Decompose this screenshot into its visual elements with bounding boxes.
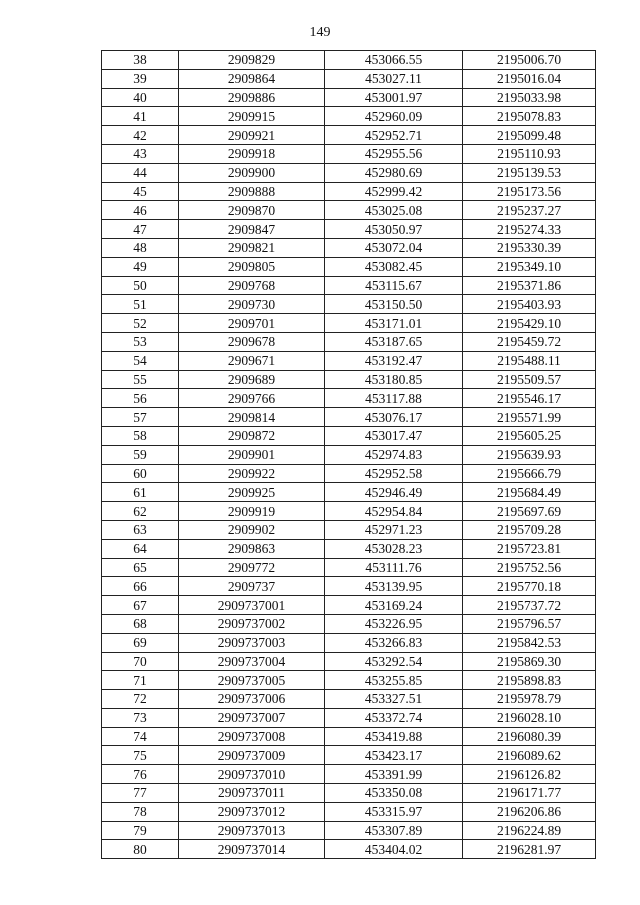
y-coordinate-cell: 2195978.79 [463,690,596,709]
table-row [102,840,596,859]
y-coordinate-cell: 2195737.72 [463,596,596,615]
x-coordinate-cell: 453139.95 [325,577,463,596]
point-number-cell: 74 [102,727,179,746]
x-coordinate-cell: 453307.89 [325,821,463,840]
y-coordinate-cell: 2195274.33 [463,220,596,239]
table-row [102,746,596,765]
point-id-cell: 2909829 [179,51,325,70]
point-id-cell: 2909689 [179,370,325,389]
point-number-cell: 55 [102,370,179,389]
point-number-cell: 42 [102,126,179,145]
x-coordinate-cell: 453423.17 [325,746,463,765]
x-coordinate-cell: 453001.97 [325,88,463,107]
y-coordinate-cell: 2195429.10 [463,314,596,333]
point-number-cell: 57 [102,408,179,427]
y-coordinate-cell: 2195459.72 [463,332,596,351]
point-number-cell: 75 [102,746,179,765]
point-number-cell: 40 [102,88,179,107]
table-row [102,671,596,690]
point-number-cell: 54 [102,351,179,370]
point-number-cell: 46 [102,201,179,220]
table-row [102,389,596,408]
y-coordinate-cell: 2195571.99 [463,408,596,427]
table-row [102,464,596,483]
x-coordinate-cell: 452952.71 [325,126,463,145]
y-coordinate-cell: 2195796.57 [463,614,596,633]
x-coordinate-cell: 453419.88 [325,727,463,746]
table-row [102,596,596,615]
point-number-cell: 61 [102,483,179,502]
y-coordinate-cell: 2196224.89 [463,821,596,840]
x-coordinate-cell: 452954.84 [325,502,463,521]
y-coordinate-cell: 2195723.81 [463,539,596,558]
point-id-cell: 2909730 [179,295,325,314]
x-coordinate-cell: 452980.69 [325,163,463,182]
point-number-cell: 56 [102,389,179,408]
y-coordinate-cell: 2195110.93 [463,144,596,163]
y-coordinate-cell: 2195898.83 [463,671,596,690]
x-coordinate-cell: 452974.83 [325,445,463,464]
x-coordinate-cell: 453050.97 [325,220,463,239]
table-row [102,295,596,314]
y-coordinate-cell: 2195869.30 [463,652,596,671]
point-number-cell: 51 [102,295,179,314]
point-number-cell: 65 [102,558,179,577]
point-id-cell: 2909678 [179,332,325,351]
table-row [102,88,596,107]
y-coordinate-cell: 2195371.86 [463,276,596,295]
point-number-cell: 41 [102,107,179,126]
table-row [102,633,596,652]
table-row [102,614,596,633]
point-id-cell: 2909921 [179,126,325,145]
point-id-cell: 2909863 [179,539,325,558]
table-row [102,408,596,427]
table-row [102,107,596,126]
y-coordinate-cell: 2195403.93 [463,295,596,314]
point-number-cell: 70 [102,652,179,671]
y-coordinate-cell: 2195033.98 [463,88,596,107]
y-coordinate-cell: 2196028.10 [463,708,596,727]
x-coordinate-cell: 453192.47 [325,351,463,370]
x-coordinate-cell: 453187.65 [325,332,463,351]
y-coordinate-cell: 2195546.17 [463,389,596,408]
point-id-cell: 2909737011 [179,784,325,803]
x-coordinate-cell: 452999.42 [325,182,463,201]
point-id-cell: 2909886 [179,88,325,107]
point-number-cell: 64 [102,539,179,558]
point-id-cell: 2909925 [179,483,325,502]
x-coordinate-cell: 453226.95 [325,614,463,633]
x-coordinate-cell: 453028.23 [325,539,463,558]
table-row [102,144,596,163]
point-id-cell: 2909872 [179,426,325,445]
table-row [102,520,596,539]
point-number-cell: 60 [102,464,179,483]
y-coordinate-cell: 2195099.48 [463,126,596,145]
y-coordinate-cell: 2195639.93 [463,445,596,464]
table-row [102,502,596,521]
x-coordinate-cell: 453255.85 [325,671,463,690]
x-coordinate-cell: 452971.23 [325,520,463,539]
table-row [102,51,596,70]
point-number-cell: 66 [102,577,179,596]
table-row [102,802,596,821]
point-id-cell: 2909766 [179,389,325,408]
x-coordinate-cell: 453111.76 [325,558,463,577]
table-row [102,257,596,276]
point-id-cell: 2909768 [179,276,325,295]
point-number-cell: 39 [102,69,179,88]
coordinates-table [101,50,596,859]
y-coordinate-cell: 2195488.11 [463,351,596,370]
point-id-cell: 2909915 [179,107,325,126]
x-coordinate-cell: 453350.08 [325,784,463,803]
table-row [102,784,596,803]
point-number-cell: 80 [102,840,179,859]
y-coordinate-cell: 2195016.04 [463,69,596,88]
point-id-cell: 2909737012 [179,802,325,821]
table-row [102,765,596,784]
y-coordinate-cell: 2195349.10 [463,257,596,276]
table-row [102,163,596,182]
y-coordinate-cell: 2195770.18 [463,577,596,596]
point-number-cell: 71 [102,671,179,690]
point-id-cell: 2909737001 [179,596,325,615]
point-number-cell: 47 [102,220,179,239]
table-row [102,332,596,351]
point-number-cell: 76 [102,765,179,784]
point-id-cell: 2909772 [179,558,325,577]
point-id-cell: 2909737009 [179,746,325,765]
point-id-cell: 2909737 [179,577,325,596]
point-number-cell: 43 [102,144,179,163]
x-coordinate-cell: 453404.02 [325,840,463,859]
point-number-cell: 68 [102,614,179,633]
y-coordinate-cell: 2195078.83 [463,107,596,126]
x-coordinate-cell: 453315.97 [325,802,463,821]
x-coordinate-cell: 453391.99 [325,765,463,784]
y-coordinate-cell: 2195605.25 [463,426,596,445]
point-number-cell: 58 [102,426,179,445]
point-id-cell: 2909805 [179,257,325,276]
y-coordinate-cell: 2195697.69 [463,502,596,521]
x-coordinate-cell: 453180.85 [325,370,463,389]
point-id-cell: 2909737006 [179,690,325,709]
y-coordinate-cell: 2195684.49 [463,483,596,502]
point-id-cell: 2909737005 [179,671,325,690]
y-coordinate-cell: 2195709.28 [463,520,596,539]
point-number-cell: 38 [102,51,179,70]
point-id-cell: 2909888 [179,182,325,201]
point-id-cell: 2909737003 [179,633,325,652]
point-id-cell: 2909902 [179,520,325,539]
table-row [102,370,596,389]
point-number-cell: 62 [102,502,179,521]
point-number-cell: 79 [102,821,179,840]
y-coordinate-cell: 2195842.53 [463,633,596,652]
table-row [102,690,596,709]
table-row [102,539,596,558]
table-row [102,483,596,502]
table-row [102,821,596,840]
y-coordinate-cell: 2196206.86 [463,802,596,821]
point-number-cell: 59 [102,445,179,464]
x-coordinate-cell: 453266.83 [325,633,463,652]
point-number-cell: 49 [102,257,179,276]
x-coordinate-cell: 453017.47 [325,426,463,445]
point-id-cell: 2909922 [179,464,325,483]
point-number-cell: 72 [102,690,179,709]
point-id-cell: 2909919 [179,502,325,521]
y-coordinate-cell: 2195330.39 [463,238,596,257]
y-coordinate-cell: 2195173.56 [463,182,596,201]
table-row [102,426,596,445]
point-number-cell: 67 [102,596,179,615]
point-number-cell: 45 [102,182,179,201]
point-id-cell: 2909864 [179,69,325,88]
table-row [102,558,596,577]
point-id-cell: 2909737007 [179,708,325,727]
y-coordinate-cell: 2195752.56 [463,558,596,577]
y-coordinate-cell: 2195006.70 [463,51,596,70]
x-coordinate-cell: 453150.50 [325,295,463,314]
point-id-cell: 2909737014 [179,840,325,859]
table-row [102,238,596,257]
x-coordinate-cell: 453066.55 [325,51,463,70]
table-row [102,708,596,727]
x-coordinate-cell: 452960.09 [325,107,463,126]
point-number-cell: 73 [102,708,179,727]
x-coordinate-cell: 453327.51 [325,690,463,709]
point-id-cell: 2909918 [179,144,325,163]
table-row [102,652,596,671]
table-row [102,351,596,370]
point-id-cell: 2909737013 [179,821,325,840]
point-id-cell: 2909737008 [179,727,325,746]
table-row [102,727,596,746]
x-coordinate-cell: 453117.88 [325,389,463,408]
point-id-cell: 2909737004 [179,652,325,671]
table-row [102,314,596,333]
table-row [102,220,596,239]
page-number: 149 [309,25,331,40]
x-coordinate-cell: 453115.67 [325,276,463,295]
table-row [102,201,596,220]
point-id-cell: 2909870 [179,201,325,220]
point-id-cell: 2909900 [179,163,325,182]
x-coordinate-cell: 452946.49 [325,483,463,502]
point-number-cell: 50 [102,276,179,295]
table-row [102,276,596,295]
point-id-cell: 2909847 [179,220,325,239]
x-coordinate-cell: 453027.11 [325,69,463,88]
table-row [102,577,596,596]
y-coordinate-cell: 2195666.79 [463,464,596,483]
x-coordinate-cell: 452955.56 [325,144,463,163]
point-number-cell: 77 [102,784,179,803]
point-id-cell: 2909737002 [179,614,325,633]
y-coordinate-cell: 2196089.62 [463,746,596,765]
x-coordinate-cell: 453072.04 [325,238,463,257]
point-id-cell: 2909821 [179,238,325,257]
point-id-cell: 2909737010 [179,765,325,784]
point-number-cell: 78 [102,802,179,821]
y-coordinate-cell: 2196080.39 [463,727,596,746]
y-coordinate-cell: 2195509.57 [463,370,596,389]
x-coordinate-cell: 452952.58 [325,464,463,483]
y-coordinate-cell: 2196126.82 [463,765,596,784]
point-number-cell: 69 [102,633,179,652]
x-coordinate-cell: 453082.45 [325,257,463,276]
x-coordinate-cell: 453025.08 [325,201,463,220]
y-coordinate-cell: 2195237.27 [463,201,596,220]
point-number-cell: 52 [102,314,179,333]
point-number-cell: 48 [102,238,179,257]
x-coordinate-cell: 453076.17 [325,408,463,427]
table-row [102,445,596,464]
y-coordinate-cell: 2195139.53 [463,163,596,182]
point-id-cell: 2909901 [179,445,325,464]
coordinates-table-body [102,51,596,859]
point-number-cell: 53 [102,332,179,351]
x-coordinate-cell: 453171.01 [325,314,463,333]
point-id-cell: 2909814 [179,408,325,427]
x-coordinate-cell: 453169.24 [325,596,463,615]
point-number-cell: 44 [102,163,179,182]
point-id-cell: 2909701 [179,314,325,333]
table-row [102,69,596,88]
y-coordinate-cell: 2196281.97 [463,840,596,859]
point-number-cell: 63 [102,520,179,539]
x-coordinate-cell: 453372.74 [325,708,463,727]
table-row [102,126,596,145]
point-id-cell: 2909671 [179,351,325,370]
x-coordinate-cell: 453292.54 [325,652,463,671]
y-coordinate-cell: 2196171.77 [463,784,596,803]
table-row [102,182,596,201]
